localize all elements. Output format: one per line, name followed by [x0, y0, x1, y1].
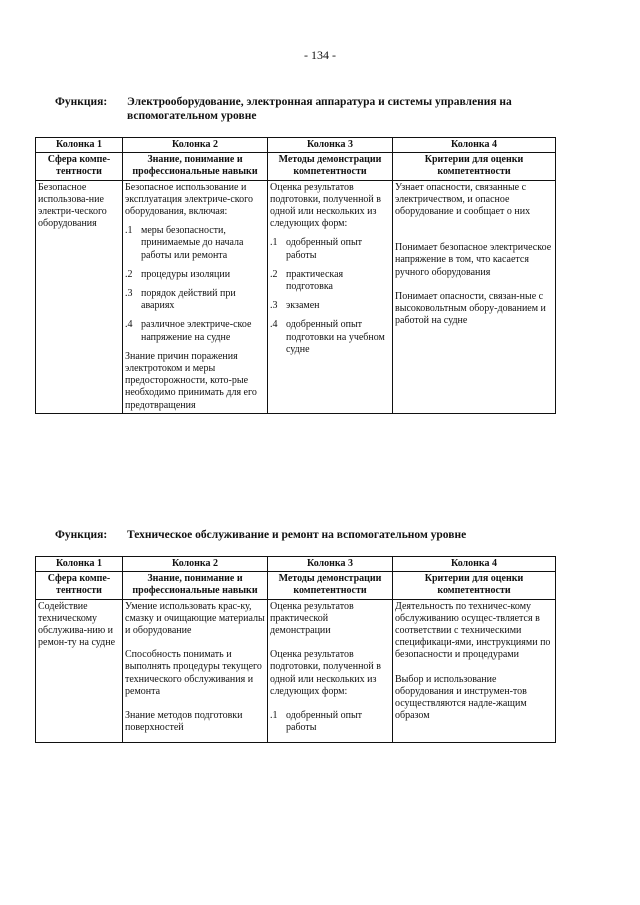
knowledge-text: Умение использовать крас-ку, смазку и очищающие материалы и оборудование: [125, 600, 265, 637]
column-number: Колонка 4: [393, 138, 556, 153]
column-header: Критерии для оценки компетентности: [393, 153, 556, 180]
column-header: Знание, понимание и профессиональные навыки: [123, 572, 268, 599]
column-number-row: [36, 138, 556, 153]
methods-cell: [268, 599, 393, 743]
item-number: .2: [125, 268, 133, 280]
criteria-text: Узнает опасности, связанные с электричеством, и опасное оборудование и сообщает о них: [395, 181, 531, 218]
item-text: различное электриче-ское напряжение на судне: [141, 319, 252, 343]
function-label: Функция:: [55, 96, 108, 108]
item-text: меры безопасности, принимаемые до начала работы или ремонта: [141, 225, 244, 261]
methods-text: Оценка результатов практической демонстрации: [270, 600, 354, 637]
column-number: Колонка 3: [268, 138, 393, 153]
item-number: .4: [270, 319, 278, 331]
header-row: [36, 153, 556, 180]
item-text: порядок действий при авариях: [141, 288, 236, 312]
item-number: .3: [270, 300, 278, 312]
column-number-row: [36, 557, 556, 572]
column-header: Сфера компе-тентности: [36, 153, 123, 180]
function-title: Техническое обслуживание и ремонт на вспомогательном уровне: [127, 529, 467, 541]
item-number: .1: [125, 225, 133, 237]
methods-text: Оценка результатов подготовки, полученной в одной или нескольких из следующих форм:: [270, 649, 381, 697]
column-header: Методы демонстрации компетентности: [268, 153, 393, 180]
knowledge-cell: [123, 599, 268, 743]
competence-cell: [36, 599, 123, 743]
page-number: - 134 -: [304, 48, 336, 62]
column-header: Знание, понимание и профессиональные навыки: [123, 153, 268, 180]
methods-intro: Оценка результатов подготовки, полученной в одной или нескольких из следующих форм:: [270, 181, 381, 230]
list-item: [270, 269, 390, 293]
column-number: Колонка 1: [36, 138, 123, 153]
function-label: Функция:: [55, 529, 108, 541]
item-text: процедуры изоляции: [141, 268, 231, 280]
column-header: Критерии для оценки компетентности: [393, 572, 556, 599]
competence-text: Содействие техническому обслужива-нию и ремон-ту на судне: [38, 600, 116, 649]
list-item: [125, 319, 265, 343]
criteria-text: Понимает безопасное электрическое напряжение в том, что касается ручного оборудования: [395, 242, 552, 278]
criteria-cell: [393, 599, 556, 743]
knowledge-text: Знание методов подготовки поверхностей: [125, 710, 243, 734]
competence-cell: [36, 180, 123, 413]
column-number: Колонка 4: [393, 557, 556, 572]
criteria-text: Деятельность по техничес-кому обслуживанию осущес-твляется в соответствии с техническими спецификаци-ями, инструкциями по безопасности и процедурами: [395, 600, 551, 661]
column-number: Колонка 2: [123, 138, 268, 153]
list-item: [125, 225, 265, 262]
list-item: [270, 237, 390, 261]
item-number: .4: [125, 319, 133, 331]
knowledge-cell: [123, 180, 268, 413]
table-row: [36, 599, 556, 743]
table-row: [36, 180, 556, 413]
list-item: [125, 269, 265, 281]
column-header: Сфера компе-тентности: [36, 572, 123, 599]
competence-table-1: [35, 137, 556, 414]
competence-table-2: [35, 556, 556, 743]
list-item: [125, 288, 265, 312]
column-number: Колонка 3: [268, 557, 393, 572]
list-item: [270, 319, 390, 356]
item-text: практическая подготовка: [286, 268, 344, 293]
knowledge-text: Способность понимать и выполнять процедуры текущего технического обслуживания и ремонта: [125, 649, 262, 697]
knowledge-outro: Знание причин поражения электротоком и меры предосторожности, кото-рые необходимо принимать для его предотвращения: [125, 350, 257, 411]
item-text: одобренный опыт работы: [286, 237, 363, 261]
column-header: Методы демонстрации компетентности: [268, 572, 393, 599]
column-number: Колонка 2: [123, 557, 268, 572]
criteria-cell: [393, 180, 556, 413]
item-text: одобренный опыт подготовки на учебном судне: [286, 319, 385, 355]
function-title: Электрооборудование, электронная аппаратура и системы управления на вспомогательном уровне: [127, 96, 512, 122]
header-row: [36, 572, 556, 599]
column-number: Колонка 1: [36, 557, 123, 572]
list-item: [270, 300, 390, 312]
item-number: .3: [125, 288, 133, 300]
item-text: одобренный опыт работы: [286, 710, 363, 734]
knowledge-intro: Безопасное использование и эксплуатация электриче-ского оборудования, включая:: [125, 181, 254, 218]
criteria-text: Выбор и использование оборудования и инструмен-тов осуществляются надле-жащим образом: [395, 673, 527, 722]
item-number: .2: [270, 268, 278, 280]
methods-cell: [268, 180, 393, 413]
item-number: .1: [270, 237, 278, 249]
item-number: .1: [270, 710, 278, 722]
item-text: экзамен: [286, 300, 320, 312]
criteria-text: Понимает опасности, связан-ные с высоковольтным обору-дованием и работой на судне: [395, 290, 546, 327]
list-item: [270, 710, 390, 734]
competence-text: Безопасное использова-ние электри-ческого оборудования: [38, 181, 107, 230]
